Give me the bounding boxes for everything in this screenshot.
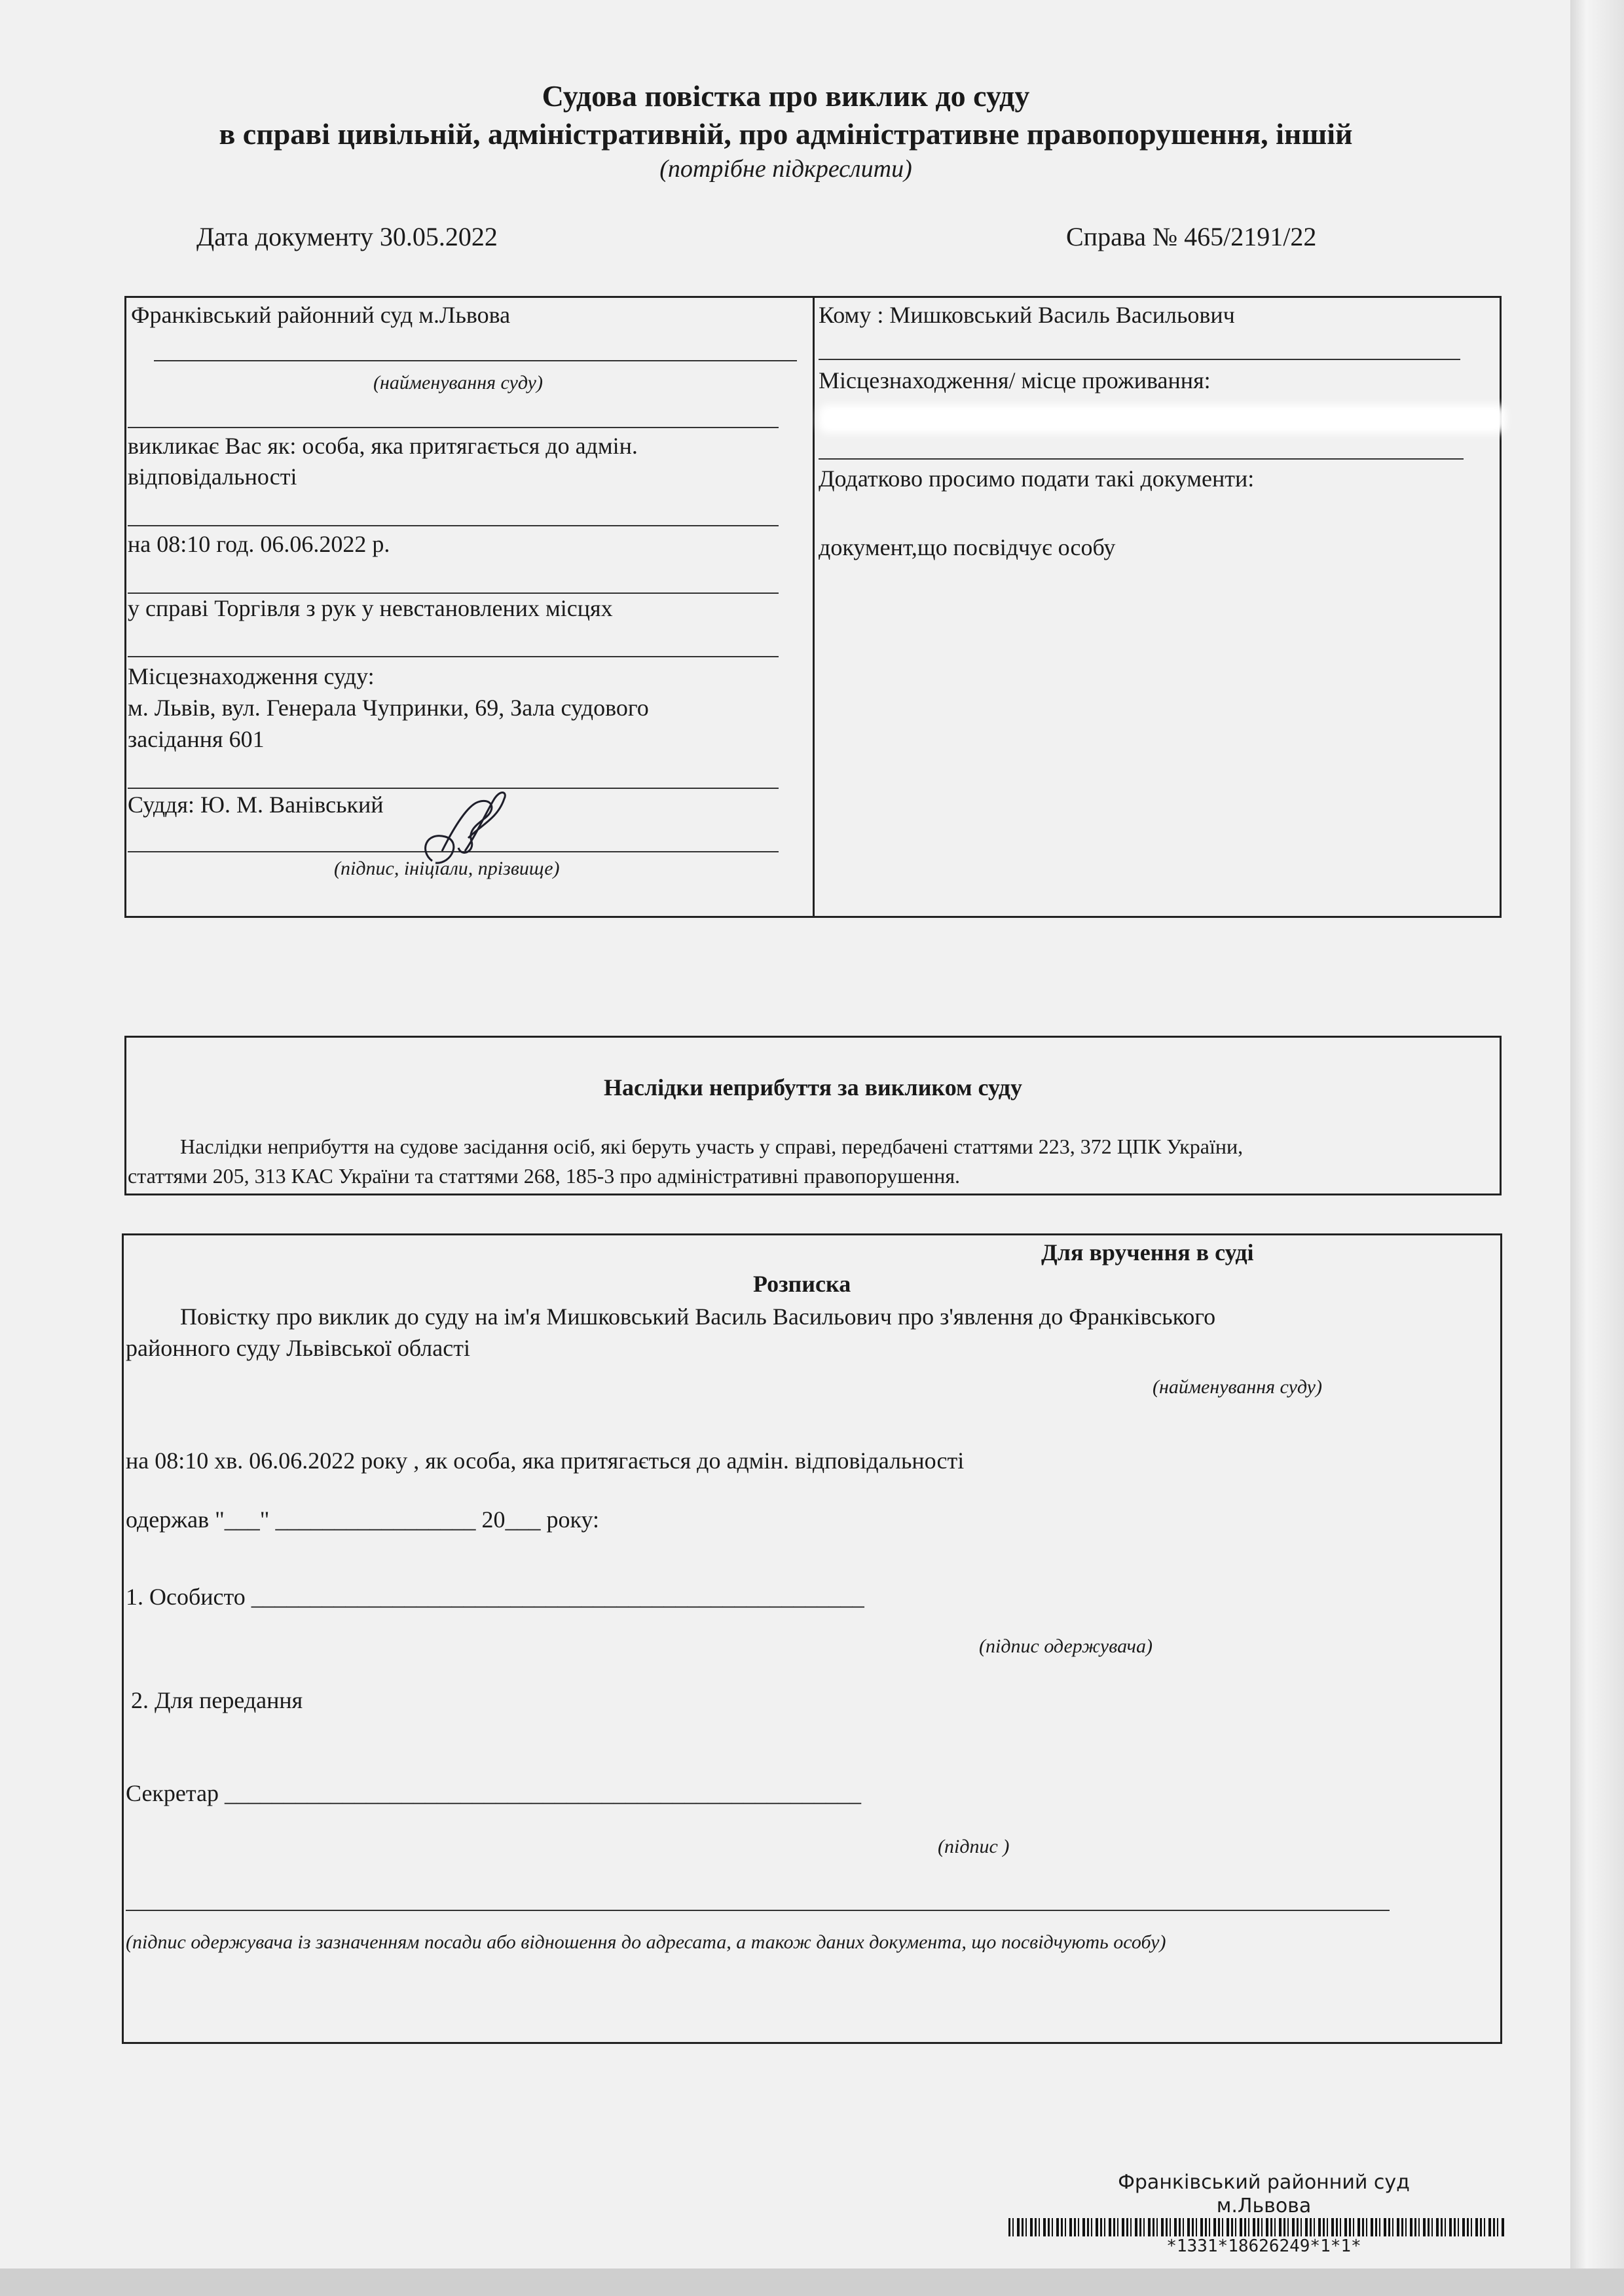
recipient-signature-caption: (підпис одержувача): [979, 1635, 1153, 1657]
receipt-line1: Повістку про виклик до суду на ім'я Мишковський Василь Васильович про з'явлення до Франківського: [180, 1303, 1216, 1330]
line: [819, 458, 1464, 460]
receipt-line2: районного суду Львівської області: [126, 1335, 470, 1361]
secretary-signature-caption: (підпис ): [938, 1836, 1010, 1857]
judge-name: Суддя: Ю. М. Ванівський: [128, 792, 384, 818]
court-name: Франківський районний суд м.Львова: [131, 302, 511, 328]
receipt-court-caption: (найменування суду): [1153, 1376, 1322, 1398]
received-date-line: одержав "___" _________________ 20___ року:: [126, 1506, 600, 1533]
receipt-heading: Розписка: [753, 1271, 851, 1297]
court-location-line2: засідання 601: [128, 726, 265, 752]
court-caption: (найменування суду): [373, 372, 543, 393]
line: [819, 359, 1460, 360]
footer-caption: (підпис одержувача із зазначенням посади або відношення до адресата, а також даних документа, що посвідчують особу): [126, 1931, 1166, 1953]
document-date: Дата документу 30.05.2022: [196, 222, 498, 251]
court-location-label: Місцезнаходження суду:: [128, 663, 375, 689]
line: [128, 525, 779, 526]
for-transfer-label: 2. Для передання: [131, 1687, 303, 1713]
recipient-name: Кому : Мишковський Василь Васильович: [819, 302, 1235, 328]
stamp-city: м.Львова: [1216, 2195, 1312, 2217]
line: [126, 1910, 1390, 1911]
for-court-delivery: Для вручення в суді: [1041, 1239, 1254, 1266]
summons-role-line1: викликає Вас як: особа, яка притягається до адмін.: [128, 433, 638, 459]
title-line2: в справі цивільній, адміністративній, про адміністративне правопорушення, іншій: [219, 117, 1353, 151]
scan-bottom-edge: [0, 2269, 1624, 2296]
documents-label: Додатково просимо подати такі документи:: [819, 465, 1255, 492]
line: [128, 656, 779, 657]
judge-signature: [406, 779, 524, 877]
scan-edge: [1570, 0, 1624, 2296]
consequences-text-line1: Наслідки неприбуття на судове засідання осіб, які беруть участь у справі, передбачені статтями 223, 372 ЦПК України,: [180, 1135, 1244, 1158]
table-divider: [813, 296, 815, 918]
line: [128, 427, 779, 428]
line: [154, 360, 797, 361]
consequences-text-line2: статтями 205, 313 КАС України та статтями 268, 185-3 про адміністративні правопорушення.: [128, 1164, 961, 1188]
line: [128, 592, 779, 594]
residence-label: Місцезнаходження/ місце проживання:: [819, 367, 1211, 393]
court-location-line1: м. Львів, вул. Генерала Чупринки, 69, Зала судового: [128, 695, 649, 721]
consequences-heading: Наслідки неприбуття за викликом суду: [604, 1074, 1022, 1101]
summons-role-line2: відповідальності: [128, 464, 297, 490]
barcode-text: *1331*18626249*1*1*: [1166, 2236, 1361, 2256]
stamp-court-name: Франківський районний суд: [1118, 2171, 1410, 2194]
redacted-address: [819, 405, 1506, 433]
barcode: [1008, 2218, 1506, 2236]
case-subject: у справі Торгівля з рук у невстановлених місцях: [128, 595, 613, 621]
personally-line: 1. Особисто ____________________________________________________: [126, 1584, 864, 1610]
hearing-time: на 08:10 год. 06.06.2022 р.: [128, 531, 390, 557]
secretary-line: Секретар ______________________________________________________: [126, 1780, 862, 1806]
title-line1: Судова повістка про виклик до суду: [542, 79, 1030, 113]
subtitle: (потрібне підкреслити): [659, 155, 912, 183]
receipt-time-line: на 08:10 хв. 06.06.2022 року , як особа, яка притягається до адмін. відповідальності: [126, 1448, 965, 1474]
signature-caption: (підпис, ініціали, прізвище): [334, 858, 560, 879]
documents-value: документ,що посвідчує особу: [819, 534, 1116, 560]
case-number: Справа № 465/2191/22: [1066, 222, 1317, 251]
